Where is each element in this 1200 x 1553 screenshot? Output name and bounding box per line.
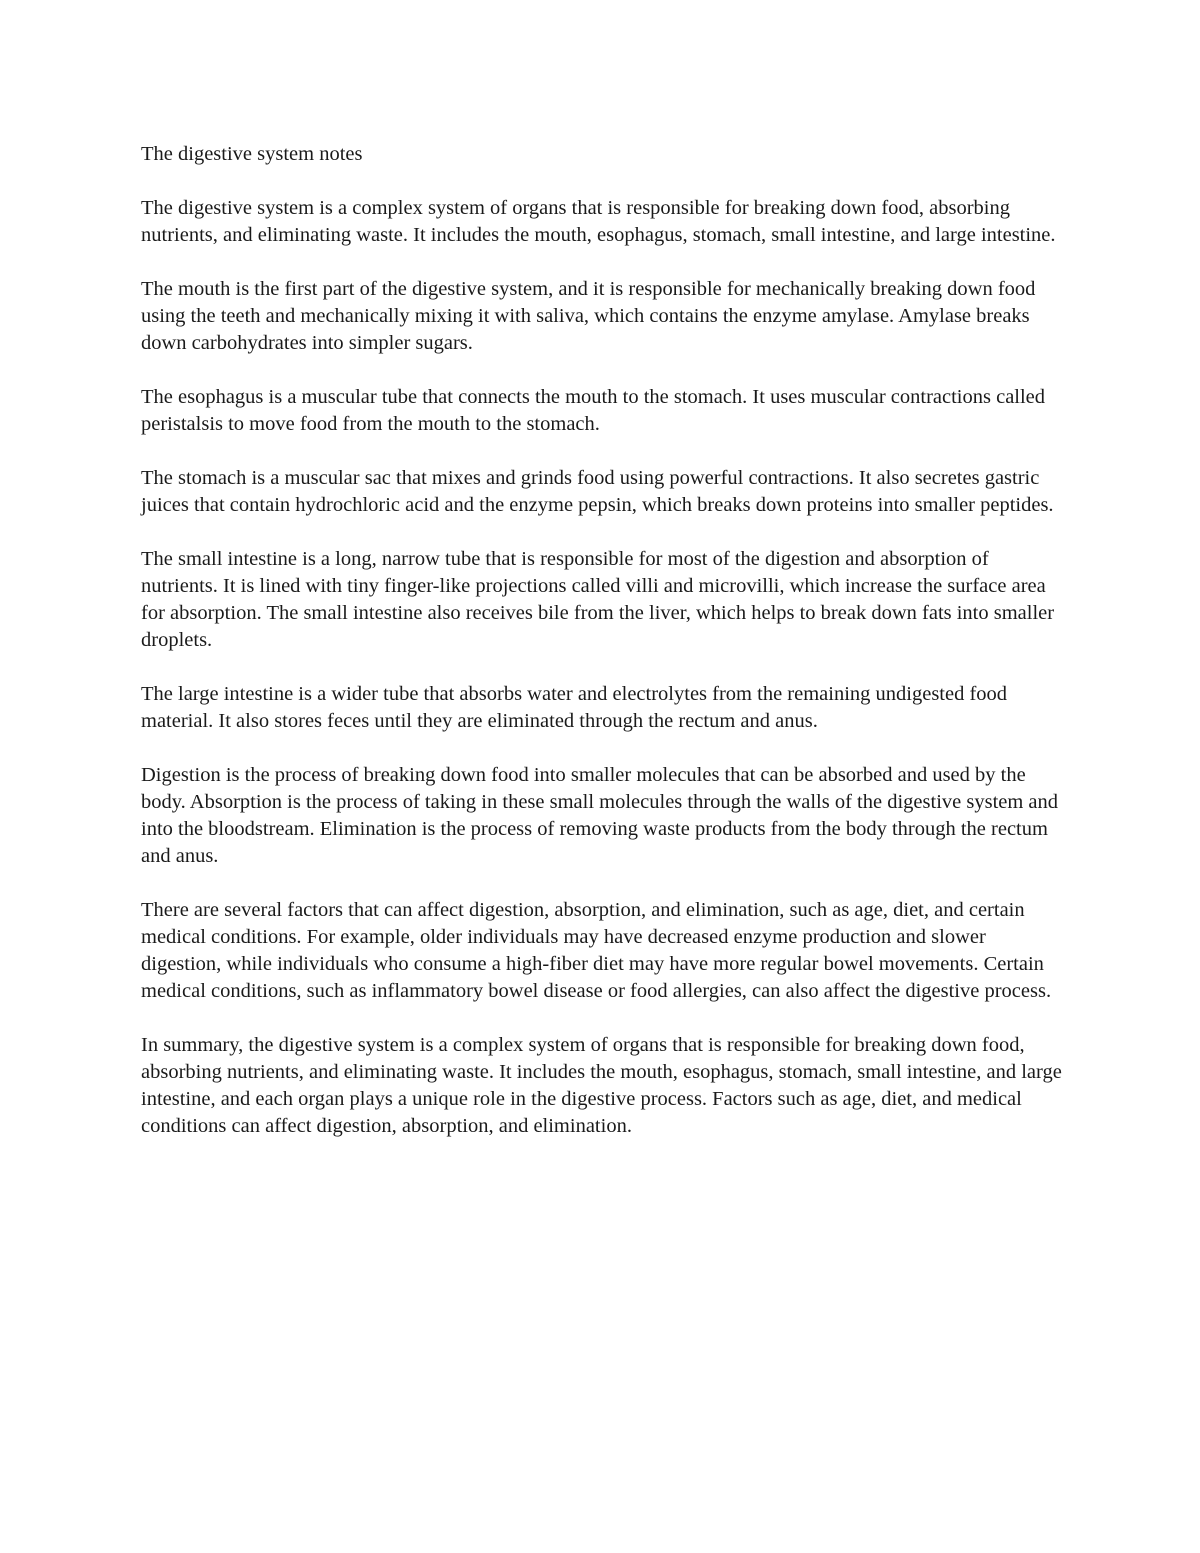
- paragraph-processes: Digestion is the process of breaking down food into smaller molecules that can be absorbed and used by the body. Absorption is the process of taking in these small molecules through the walls of the digestive system and into the bloodstream. Elimination is the process of removing waste products from the body through the rectum and anus.: [141, 764, 1059, 867]
- paragraph-factors: There are several factors that can affect digestion, absorption, and elimination, such as age, diet, and certain medical conditions. For example, older individuals may have decreased enzyme production and slower digestion, while individuals who consume a high-fiber diet may have more regular bowel movements. Certain medical conditions, such as inflammatory bowel disease or food allergies, can also affect the digestive process.: [141, 899, 1052, 1002]
- paragraph-summary: In summary, the digestive system is a complex system of organs that is responsible for breaking down food, absorbing nutrients, and eliminating waste. It includes the mouth, esophagus, stomach, small intestine, and large intestine, and each organ plays a unique role in the digestive process. Factors such as age, diet, and medical conditions can affect digestion, absorption, and elimination.: [141, 1034, 1062, 1137]
- paragraph-stomach: The stomach is a muscular sac that mixes and grinds food using powerful contractions. It also secretes gastric juices that contain hydrochloric acid and the enzyme pepsin, which breaks down proteins into smaller peptides.: [141, 467, 1054, 516]
- paragraph-esophagus: The esophagus is a muscular tube that connects the mouth to the stomach. It uses muscular contractions called peristalsis to move food from the mouth to the stomach.: [141, 386, 1046, 435]
- paragraph-large-intestine: The large intestine is a wider tube that absorbs water and electrolytes from the remaining undigested food material. It also stores feces until they are eliminated through the rectum and anus.: [141, 683, 1008, 732]
- paragraph-overview: The digestive system is a complex system of organs that is responsible for breaking down food, absorbing nutrients, and eliminating waste. It includes the mouth, esophagus, stomach, small intestine, and large intestine.: [141, 197, 1056, 246]
- document-title: The digestive system notes: [141, 143, 363, 165]
- paragraph-small-intestine: The small intestine is a long, narrow tube that is responsible for most of the digestion and absorption of nutrients. It is lined with tiny finger-like projections called villi and microvilli, which increase the surface area for absorption. The small intestine also receives bile from the liver, which helps to break down fats into smaller droplets.: [141, 548, 1055, 651]
- document-body: [141, 141, 1066, 1167]
- paragraph-mouth: The mouth is the first part of the digestive system, and it is responsible for mechanically breaking down food using the teeth and mechanically mixing it with saliva, which contains the enzyme amylase. Amylase breaks down carbohydrates into simpler sugars.: [141, 278, 1036, 354]
